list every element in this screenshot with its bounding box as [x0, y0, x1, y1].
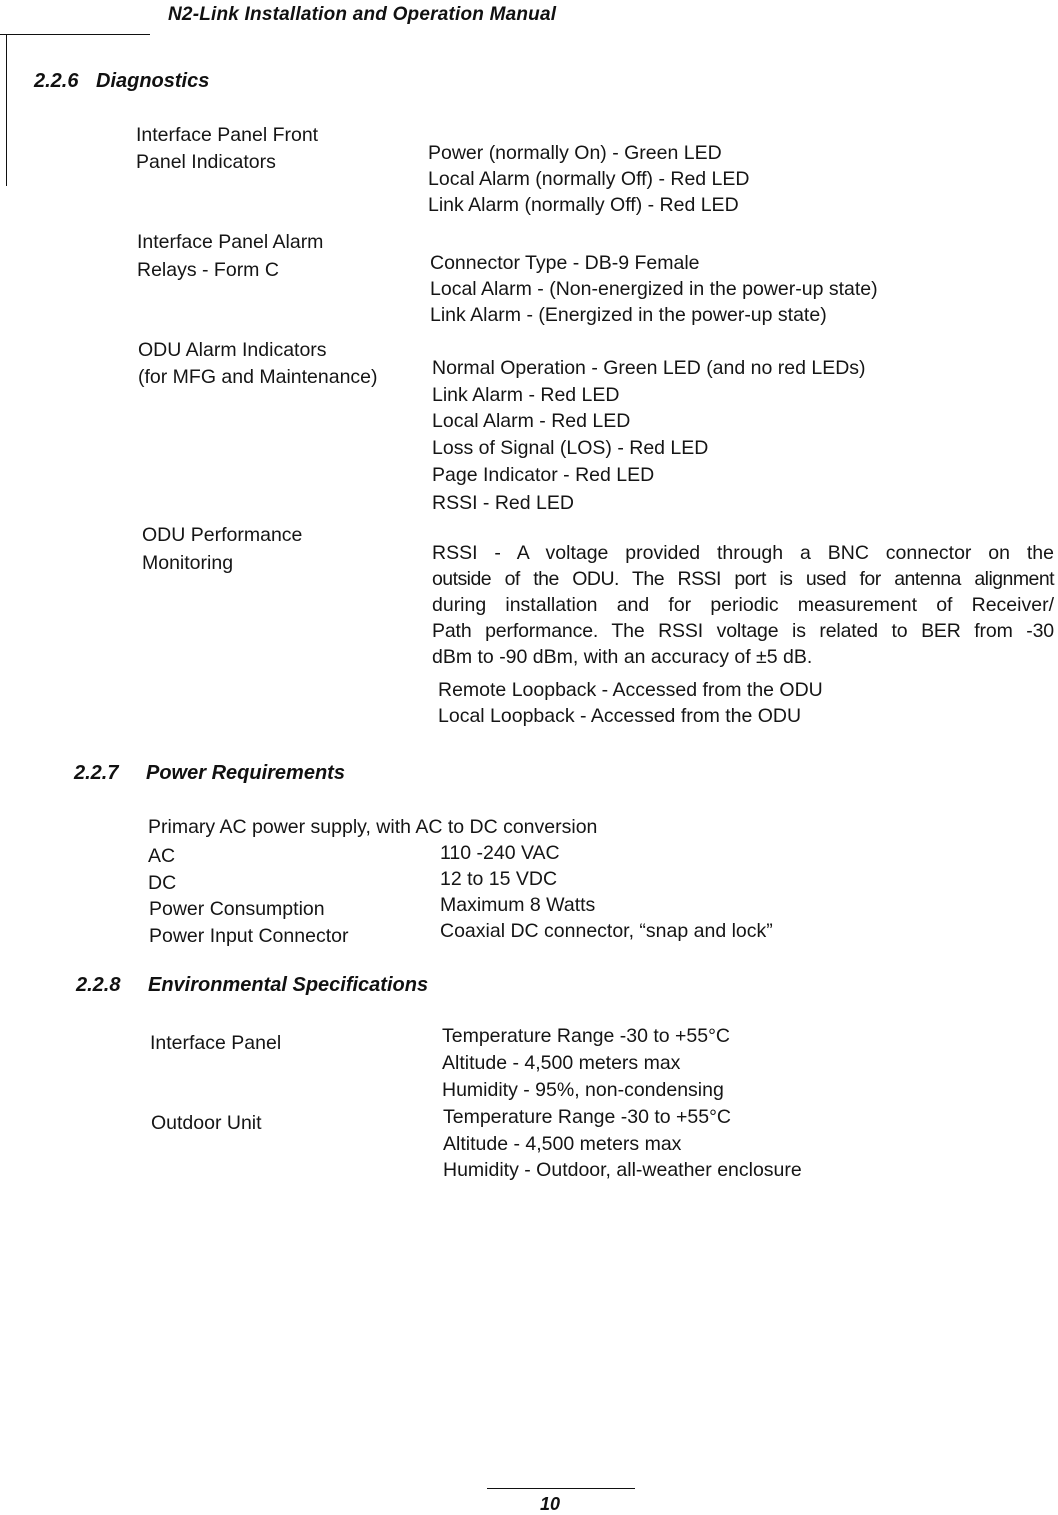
odu-performance-label-line2: Monitoring [142, 552, 234, 574]
alarm-relays-value: Local Alarm - (Non-energized in the power-up state) [430, 278, 878, 300]
odu-alarm-value: Local Alarm - Red LED [432, 410, 631, 432]
power-row-label: DC [148, 872, 177, 894]
rssi-line: outside of the ODU. The RSSI port is used for antenna alignment [432, 568, 1054, 590]
front-panel-label-line1: Interface Panel Front [136, 124, 319, 146]
alarm-relays-value: Link Alarm - (Energized in the power-up state) [430, 304, 827, 326]
section-number: 2.2.8 [76, 974, 121, 996]
front-panel-label-line2: Panel Indicators [136, 151, 276, 173]
running-header: N2-Link Installation and Operation Manual [168, 4, 557, 25]
odu-performance-label-line1: ODU Performance [142, 524, 303, 546]
section-heading-power [74, 762, 345, 785]
odu-alarm-value: Link Alarm - Red LED [432, 384, 620, 406]
section-title: Environmental Specifications [148, 974, 429, 996]
power-row-label: Power Input Connector [149, 925, 349, 947]
rssi-line: RSSI - A voltage provided through a BNC connector on the [432, 542, 1054, 564]
section-title: Power Requirements [146, 762, 345, 784]
loopback-value: Remote Loopback - Accessed from the ODU [438, 679, 823, 701]
power-row-value: 110 -240 VAC [440, 842, 560, 864]
outdoor-unit-value: Humidity - Outdoor, all-weather enclosure [443, 1159, 802, 1181]
outdoor-unit-label: Outdoor Unit [151, 1112, 262, 1134]
odu-alarm-value: Loss of Signal (LOS) - Red LED [432, 437, 709, 459]
odu-alarm-value: Page Indicator - Red LED [432, 464, 655, 486]
power-row-label: Power Consumption [149, 898, 325, 920]
front-panel-value: Power (normally On) - Green LED [428, 142, 722, 164]
rssi-line: during installation and for periodic measurement of Receiver/ [432, 594, 1054, 616]
alarm-relays-value: Connector Type - DB-9 Female [430, 252, 700, 274]
power-row-value: 12 to 15 VDC [440, 868, 558, 890]
odu-alarm-value: Normal Operation - Green LED (and no red LEDs) [432, 357, 866, 379]
rssi-line: dBm to -90 dBm, with an accuracy of ±5 dB. [432, 646, 813, 668]
front-panel-value: Link Alarm (normally Off) - Red LED [428, 194, 739, 216]
rssi-description [432, 540, 1054, 670]
page-number: 10 [540, 1494, 561, 1514]
odu-alarm-label-line1: ODU Alarm Indicators [138, 339, 327, 361]
section-number: 2.2.6 [34, 70, 79, 92]
header-rule [0, 34, 150, 35]
section-number: 2.2.7 [74, 762, 119, 784]
front-panel-value: Local Alarm (normally Off) - Red LED [428, 168, 750, 190]
odu-alarm-label-line2: (for MFG and Maintenance) [138, 366, 378, 388]
interface-panel-value: Temperature Range -30 to +55°C [442, 1025, 731, 1047]
power-row-value: Maximum 8 Watts [440, 894, 596, 916]
power-row-value: Coaxial DC connector, “snap and lock” [440, 920, 773, 942]
outdoor-unit-value: Altitude - 4,500 meters max [443, 1133, 682, 1155]
section-title: Diagnostics [96, 70, 210, 92]
section-heading-diagnostics [34, 70, 209, 93]
alarm-relays-label-line2: Relays - Form C [137, 259, 279, 281]
outdoor-unit-value: Temperature Range -30 to +55°C [443, 1106, 732, 1128]
interface-panel-label: Interface Panel [150, 1032, 282, 1054]
footer-rule [487, 1488, 635, 1489]
rssi-line: Path performance. The RSSI voltage is related to BER from -30 [432, 620, 1054, 642]
power-intro: Primary AC power supply, with AC to DC conversion [148, 816, 598, 838]
interface-panel-value: Altitude - 4,500 meters max [442, 1052, 681, 1074]
section-heading-environment [76, 974, 428, 997]
odu-alarm-value: RSSI - Red LED [432, 492, 574, 514]
margin-rule [6, 34, 7, 186]
power-row-label: AC [148, 845, 176, 867]
alarm-relays-label-line1: Interface Panel Alarm [137, 231, 324, 253]
interface-panel-value: Humidity - 95%, non-condensing [442, 1079, 724, 1101]
loopback-value: Local Loopback - Accessed from the ODU [438, 705, 802, 727]
